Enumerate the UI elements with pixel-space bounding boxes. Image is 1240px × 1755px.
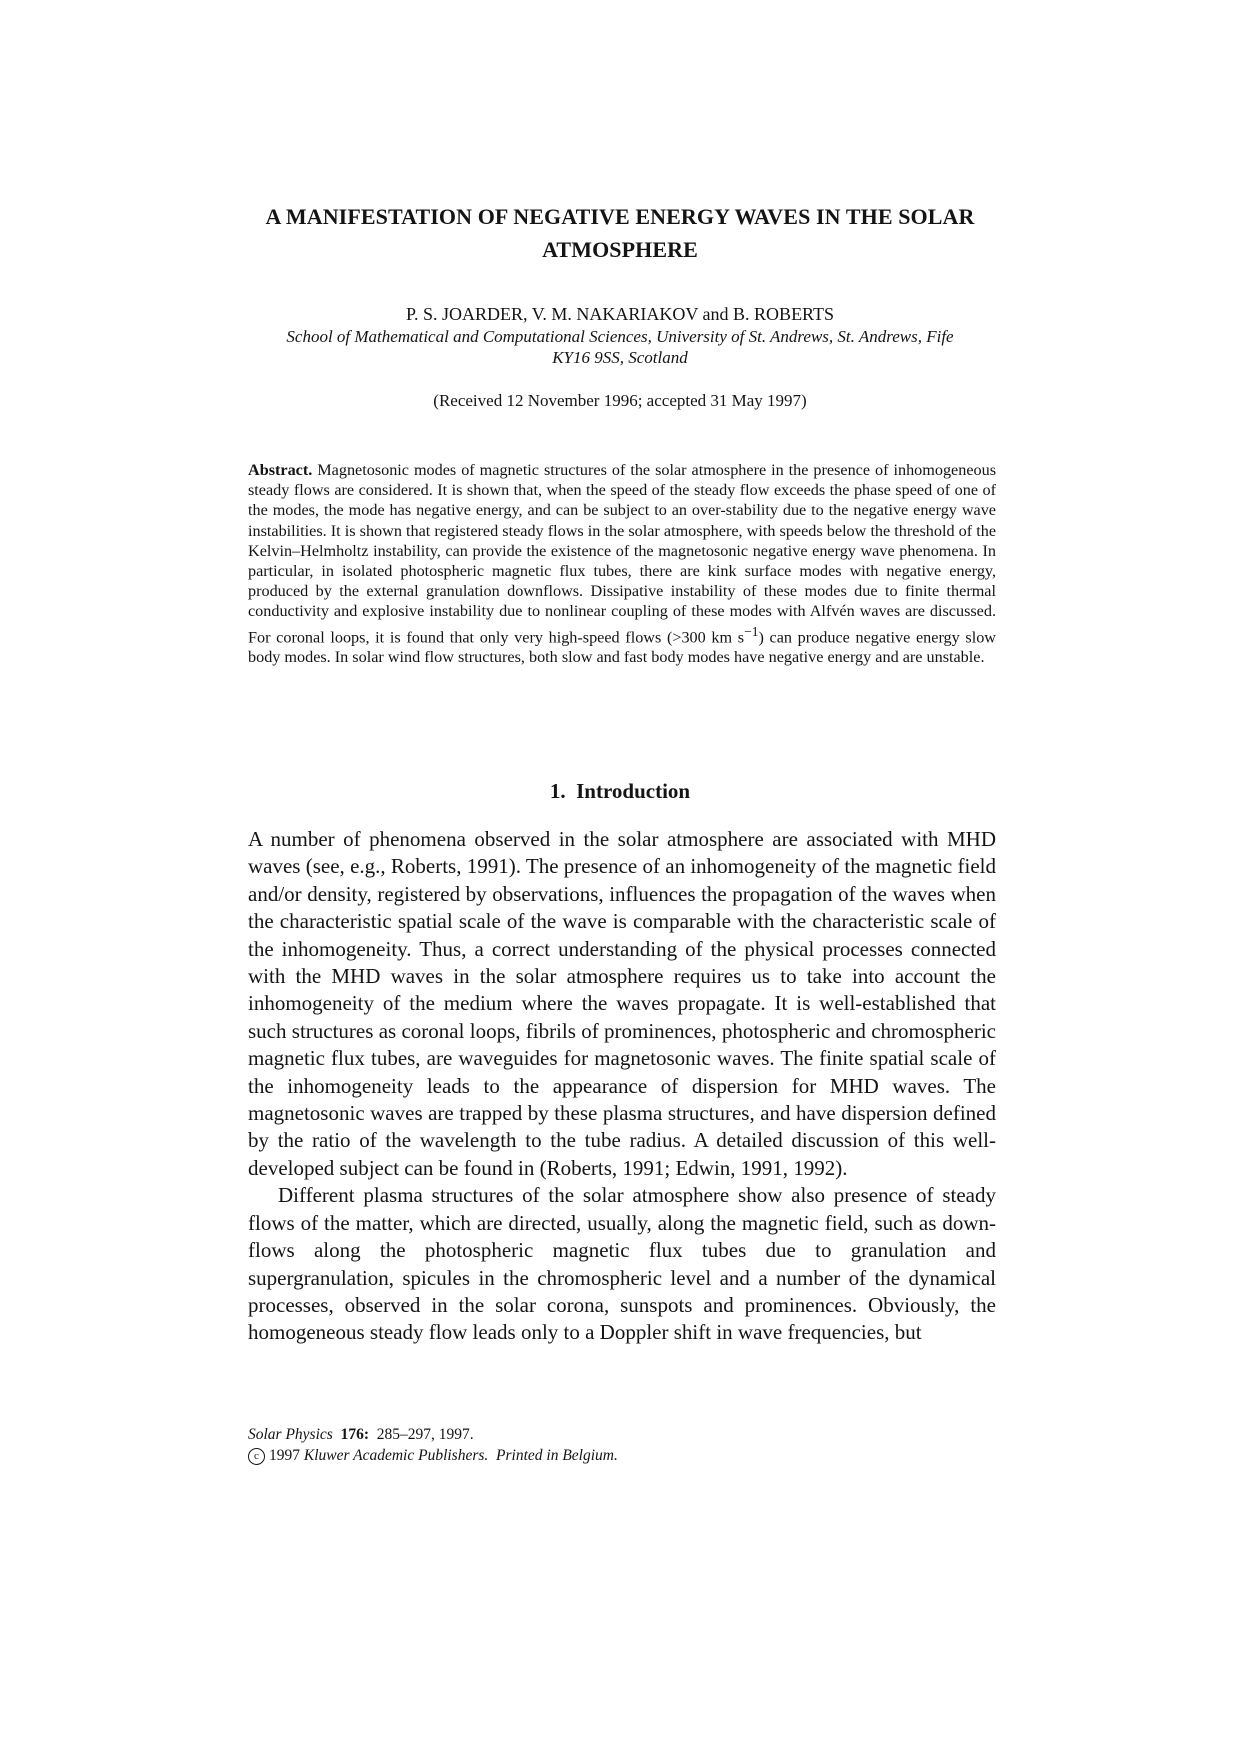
printed-location: Printed in Belgium. [496, 1447, 618, 1464]
journal-pages: 285–297, 1997. [376, 1426, 474, 1443]
title-line-1: A MANIFESTATION OF NEGATIVE ENERGY WAVES IN THE SOLAR [265, 204, 975, 229]
body-paragraph-1: A number of phenomena observed in the solar atmosphere are associated with MHD waves (see, e.g., Roberts, 1991). The presence of an inhomogeneity of the magnetic field and/or density, registered by observations, influences the propagation of the waves when the characteristic spatial scale of the wave is comparable with the characteristic scale of the inhomogeneity. Thus, a correct understanding of the physical processes connected with the MHD waves in the solar atmosphere requires us to take into account the inhomogeneity of the medium where the waves propagate. It is well-established that such structures as coronal loops, fibrils of prominences, photospheric and chromospheric magnetic flux tubes, are waveguides for magnetosonic waves. The finite spatial scale of the inhomogeneity leads to the appearance of dispersion for MHD waves. The magnetosonic waves are trapped by these plasma structures, and have dispersion defined by the ratio of the wavelength to the tube radius. A detailed discussion of this well-developed subject can be found in (Roberts, 1991; Edwin, 1991, 1992). [248, 827, 996, 1180]
section-heading [240, 778, 1000, 804]
received-dates: (Received 12 November 1996; accepted 31 May 1997) [433, 391, 807, 410]
affiliation-line-2: KY16 9SS, Scotland [552, 348, 688, 367]
section-number: 1. [549, 779, 566, 803]
copyright-icon: c [248, 1448, 265, 1465]
abstract-text-1: Magnetosonic modes of magnetic structures of the solar atmosphere in the presence of inhomogeneous steady flows are considered. It is shown that, when the speed of the steady flow exceeds the phase speed of one of the modes, the mode has negative energy, and can be subject to an over-stability due to the negative energy wave instabilities. It is shown that registered steady flows in the solar atmosphere, with speeds below the threshold of the Kelvin–Helmholtz instability, can provide the existence of the magnetosonic negative energy wave phenomena. In particular, in isolated photospheric magnetic flux tubes, there are kink surface modes with negative energy, produced by the external granulation downflows. Dissipative instability of these modes due to finite thermal conductivity and explosive instability due to nonlinear coupling of these modes with Alfvén waves are discussed. For coronal loops, it is found that only very high-speed flows (>300 km s [248, 461, 996, 647]
abstract-label: Abstract. [248, 461, 313, 479]
body-text [248, 826, 996, 1347]
journal-volume: 176: [340, 1426, 369, 1443]
page-footer [248, 1424, 996, 1466]
copyright-year: 1997 [269, 1447, 300, 1464]
paper-title [240, 200, 1000, 266]
section-title: Introduction [576, 779, 691, 803]
body-paragraph-2: Different plasma structures of the solar atmosphere show also presence of steady flows of the matter, which are directed, usually, along the magnetic field, such as down-flows along the photospheric magnetic flux tubes due to granulation and supergranulation, spicules in the chromospheric level and a number of the dynamical processes, observed in the solar corona, sunspots and prominences. Obviously, the homogeneous steady flow leads only to a Doppler shift in wave frequencies, but [248, 1183, 996, 1345]
abstract-superscript: −1 [744, 623, 759, 639]
journal-name: Solar Physics [248, 1426, 333, 1443]
affiliation [240, 326, 1000, 368]
author-list: P. S. JOARDER, V. M. NAKARIAKOV and B. ROBERTS [406, 304, 834, 324]
publisher-name: Kluwer Academic Publishers. [303, 1447, 489, 1464]
abstract [248, 460, 996, 667]
abstract-text-2: ) can produce negative energy slow body modes. In solar wind flow structures, both slow and fast body modes have negative energy and are unstable. [248, 628, 996, 667]
journal-citation [248, 1424, 996, 1445]
title-line-2: ATMOSPHERE [542, 237, 698, 262]
copyright-line [248, 1445, 996, 1466]
affiliation-line-1: School of Mathematical and Computational Sciences, University of St. Andrews, St. Andrews, Fife [286, 327, 954, 346]
